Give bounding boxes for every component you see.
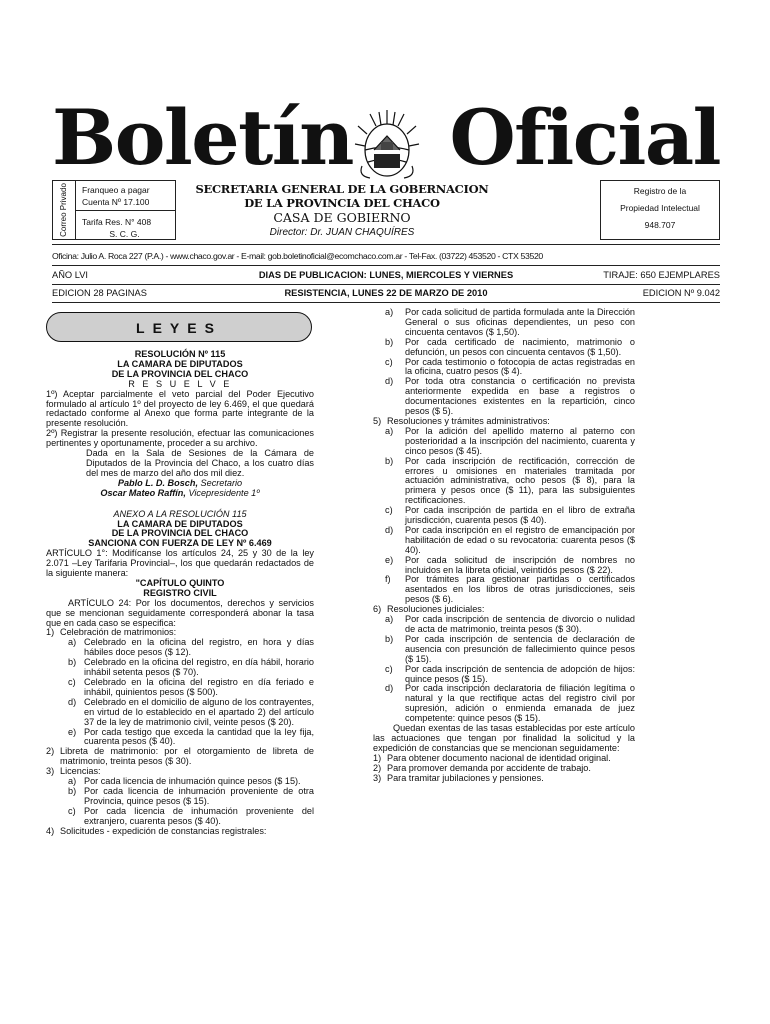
provincia-heading: DE LA PROVINCIA DEL CHACO xyxy=(111,368,249,379)
info-bar xyxy=(52,180,720,242)
left-list-item xyxy=(46,827,314,837)
registro-number: 948.707 xyxy=(644,220,676,230)
signature-1-name: Pablo L. D. Bosch, xyxy=(117,477,198,488)
right-list-item xyxy=(373,506,635,526)
item-marker: e) xyxy=(385,554,394,565)
item-text: Celebrado en la oficina del registro en día feriado e inhábil, quinientos pesos ($ 500). xyxy=(84,677,314,697)
casa-line: CASA DE GOBIERNO xyxy=(273,210,411,225)
item-text: Por cada certificado de nacimiento, matrimonio o defunción, un pesos con cincuenta centavos ($ 1,50). xyxy=(405,336,635,357)
item-marker: 1) xyxy=(373,752,382,763)
item-marker: d) xyxy=(68,696,77,707)
title-left: Boletín xyxy=(52,93,353,182)
registro-civil-heading: REGISTRO CIVIL xyxy=(143,587,217,598)
item-marker: a) xyxy=(385,614,394,625)
articulo-1-text: ARTÍCULO 1°: Modifícanse los artículos 24, 25 y 30 de la ley 2.071 –Ley Tarifaria Provincial–, los que quedarán redactados de la siguiente manera: xyxy=(46,548,314,579)
right-list-item xyxy=(373,427,635,457)
right-list-item xyxy=(373,377,635,417)
right-list-item xyxy=(373,635,635,665)
right-list-item xyxy=(373,575,635,605)
anexo-heading: ANEXO A LA RESOLUCIÓN 115 xyxy=(113,508,247,519)
item-marker: 3) xyxy=(46,766,55,777)
print-run: TIRAJE: 650 EJEMPLARES xyxy=(603,270,720,280)
item-text: Por toda otra constancia o certificación no prevista anteriormente expedida en base a registros o documentaciones existentes en la repartición, cinco pesos ($ 5). xyxy=(405,376,635,417)
right-list-item xyxy=(373,338,635,358)
item-text: Para promover demanda por accidente de trabajo. xyxy=(387,762,591,773)
signature-2-role: Vicepresidente 1º xyxy=(188,487,260,498)
right-item-list xyxy=(373,308,635,724)
signature-2-name: Oscar Mateo Raffín, xyxy=(100,487,186,498)
item-text: Para obtener documento nacional de identidad original. xyxy=(387,752,611,763)
left-list-item xyxy=(46,787,314,807)
item-marker: d) xyxy=(385,524,394,535)
item-marker: a) xyxy=(385,307,394,317)
item-marker: b) xyxy=(385,455,394,466)
propiedad-line: Propiedad Intelectual xyxy=(620,203,700,213)
item-text: Por cada inscripción en el registro de emancipación por habilitación de edad o su revocatoria: cuarenta pesos ($ 40). xyxy=(405,524,635,555)
item-marker: a) xyxy=(385,425,394,436)
right-list-item xyxy=(373,457,635,507)
item-marker: f) xyxy=(385,574,391,585)
item-text: Por cada testimonio o fotocopia de actas registradas en la oficina, cuatro pesos ($ 4). xyxy=(405,356,635,377)
item-marker: b) xyxy=(385,633,394,644)
tarifa-box xyxy=(75,211,175,239)
left-list-item xyxy=(46,638,314,658)
meta-row-1 xyxy=(52,265,720,285)
page-count: EDICION 28 PAGINAS xyxy=(52,288,147,298)
right-list-item xyxy=(373,556,635,576)
item-text: Licencias: xyxy=(60,766,101,777)
city-label: RESISTENCIA, xyxy=(284,288,350,298)
item-marker: 2) xyxy=(373,762,382,773)
item-text: Por la adición del apellido materno al paterno con posterioridad a la inscripción del nacimiento, cuarenta y cinco pesos ($ 45). xyxy=(405,425,635,456)
item-text: Por cada inscripción declaratoria de filiación legítima o natural y la que rectifique actas del registro civil por supresión, adición o enmienda emanada de juez competente: quince pesos ($ 15). xyxy=(405,683,635,724)
item-marker: b) xyxy=(385,336,394,347)
left-list-item xyxy=(46,658,314,678)
left-list-item xyxy=(46,678,314,698)
item-text: Celebrado en la oficina del registro, en día hábil, horario inhábil setenta pesos ($ 70). xyxy=(84,657,314,678)
right-list-item xyxy=(373,526,635,556)
item-text: Resoluciones judiciales: xyxy=(387,604,485,615)
item-marker: c) xyxy=(68,677,76,687)
postage-box xyxy=(52,180,176,240)
contact-line: Oficina: Julio A. Roca 227 (P.A.) - www.chaco.gov.ar - E-mail: gob.boletinoficial@ecomchaco.com.ar - Tel-Fax. (03722) 453520 - CTX 53520 xyxy=(52,244,720,263)
final-item-list xyxy=(373,754,635,784)
item-text: Por cada testigo que exceda la cantidad que la ley fija, cuarenta pesos ($ 40). xyxy=(84,726,314,747)
left-list-item xyxy=(46,698,314,728)
tarifa-text: Tarifa Res. N° 408 xyxy=(82,217,152,227)
camara-heading: LA CAMARA DE DIPUTADOS xyxy=(117,358,243,369)
signature-1-role: Secretario xyxy=(200,477,243,488)
year-label: AÑO LVI xyxy=(52,270,88,280)
item-marker: b) xyxy=(68,785,77,796)
item-marker: e) xyxy=(68,726,77,737)
item-text: Por cada inscripción de sentencia de divorcio o nulidad de acta de matrimonio, treinta pesos ($ 30). xyxy=(405,614,635,634)
franqueo-text: Franqueo a pagar xyxy=(82,185,150,195)
left-list-item xyxy=(46,747,314,767)
publication-days: DIAS DE PUBLICACION: LUNES, MIERCOLES Y VIERNES xyxy=(258,270,514,280)
articulo-24-text: ARTÍCULO 24: Por los documentos, derechos y servicios que se mencionan seguidamente corresponderá abonar la tasa que en cada caso se especifica: xyxy=(46,597,314,628)
item-text: Por cada inscripción de sentencia de adopción de hijos: quince pesos ($ 15). xyxy=(405,663,635,684)
dada-paragraph: Dada en la Sala de Sesiones de la Cámara de Diputados de la Provincia del Chaco, a los cuatro días del mes de marzo del año dos mil diez. xyxy=(86,448,314,478)
masthead xyxy=(52,92,720,184)
item-text: Por trámites para gestionar partidas o certificados asentados en los libros de otras jurisdicciones, seis pesos ($ 6). xyxy=(405,574,635,605)
item-marker: a) xyxy=(68,776,77,787)
issue-date: LUNES 22 DE MARZO DE 2010 xyxy=(352,288,488,298)
edition-number: EDICION Nº 9.042 xyxy=(642,288,720,298)
item-marker: 3) xyxy=(373,772,382,783)
item-marker: d) xyxy=(385,683,394,694)
item-text: Por cada inscripción de partida en el libro de extraña jurisdicción, cuarenta pesos ($ 40). xyxy=(405,505,635,526)
scg-text: S. C. G. xyxy=(109,229,140,239)
article-1-text: 1º) Aceptar parcialmente el veto parcial del Poder Ejecutivo formulado al artículo 1º del proyecto de ley 6.469, el que quedará redactado conforme al Anexo que forma parte integrante de la presente resolución. xyxy=(46,388,314,429)
item-text: Celebrado en la oficina del registro, en hora y días hábiles doce pesos ($ 12). xyxy=(84,637,314,658)
item-marker: 4) xyxy=(46,825,55,836)
item-text: Resoluciones y trámites administrativos: xyxy=(387,415,550,426)
item-text: Por cada licencia de inhumación proveniente del extranjero, cuarenta pesos ($ 40). xyxy=(84,805,314,826)
resolution-title: RESOLUCIÓN Nº 115 xyxy=(134,349,226,359)
item-marker: c) xyxy=(385,356,393,367)
registro-box xyxy=(600,180,720,240)
item-text: Por cada solicitud de partida formulada ante la Dirección General o sus oficinas dependientes, un peso con cincuenta centavos ($ 1,50). xyxy=(405,307,635,337)
item-text: Por cada solicitud de inscripción de nombres no incluidos en la libreta oficial, veintidós pesos ($ 22). xyxy=(405,554,635,575)
item-marker: 2) xyxy=(46,746,55,757)
item-text: Celebración de matrimonios: xyxy=(60,627,177,638)
right-list-item xyxy=(373,615,635,635)
item-text: Por cada licencia de inhumación quince pesos ($ 15). xyxy=(84,776,301,787)
anexo-camara: LA CAMARA DE DIPUTADOS xyxy=(117,518,243,529)
item-marker: c) xyxy=(385,663,393,674)
right-list-item xyxy=(373,684,635,724)
cuenta-text: Cuenta Nº 17.100 xyxy=(82,197,150,207)
item-text: Solicitudes - expedición de constancias registrales: xyxy=(60,825,267,836)
sanciona-heading: SANCIONA CON FUERZA DE LEY Nº 6.469 xyxy=(88,538,272,549)
item-text: Por cada inscripción de rectificación, corrección de errores u omisiones en materiales tramitada por actuación administrativa, ocho pesos ($ 8), para la primera y pesos once ($ 11), para las subsiguientes rectificaciones. xyxy=(405,455,635,506)
registro-line: Registro de la xyxy=(633,186,687,196)
provincial-seal-icon xyxy=(354,106,420,182)
item-marker: b) xyxy=(68,657,77,668)
capitulo-heading: "CAPÍTULO QUINTO xyxy=(135,577,225,588)
secretaria-line: SECRETARIA GENERAL DE LA GOBERNACION xyxy=(195,182,489,196)
item-marker: c) xyxy=(385,505,393,516)
correo-label: Correo Privado xyxy=(59,183,68,237)
right-list-item xyxy=(373,308,635,338)
right-list-item xyxy=(373,665,635,685)
item-text: Por cada licencia de inhumación proveniente de otra Provincia, quince pesos ($ 15). xyxy=(84,785,314,806)
date-line xyxy=(52,284,720,302)
resuelve-heading: R E S U E L V E xyxy=(128,378,232,389)
right-list-item xyxy=(373,358,635,378)
provincia-line: DE LA PROVINCIA DEL CHACO xyxy=(244,196,440,210)
item-marker: c) xyxy=(68,805,76,816)
section-banner-leyes: LEYES xyxy=(46,312,312,342)
franqueo-box xyxy=(75,181,175,211)
left-list-item xyxy=(46,807,314,827)
exemption-item xyxy=(373,774,635,784)
item-text: Libreta de matrimonio: por el otorgamiento de libreta de matrimonio, treinta pesos ($ 30). xyxy=(60,746,314,767)
item-text: Para tramitar jubilaciones y pensiones. xyxy=(387,772,544,783)
correo-label-box xyxy=(55,185,73,235)
title-right: Oficial xyxy=(449,93,720,182)
meta-row-2 xyxy=(52,284,720,303)
item-text: Por cada inscripción de sentencia de declaración de ausencia con presunción de fallecimiento quince pesos ($ 15). xyxy=(405,633,635,664)
right-column xyxy=(373,308,635,784)
item-text: Celebrado en el domicilio de alguno de los contrayentes, en virtud de lo establecido en el apartado 2) del artículo 37 de la ley de matrimonio civil, veinte pesos ($ 20). xyxy=(84,696,314,727)
left-column xyxy=(46,308,314,837)
item-marker: 1) xyxy=(46,627,55,638)
item-marker: a) xyxy=(68,637,77,648)
anexo-provincia: DE LA PROVINCIA DEL CHACO xyxy=(111,528,249,539)
publisher-header xyxy=(192,182,492,240)
exentas-paragraph: Quedan exentas de las tasas establecidas por este artículo las actuaciones que tengan por finalidad la solicitud y la expedición de constancias que se mencionan seguidamente: xyxy=(373,723,635,753)
director-line: Director: Dr. JUAN CHAQUÍRES xyxy=(269,227,415,238)
item-marker: 6) xyxy=(373,604,382,615)
item-marker: 5) xyxy=(373,415,382,426)
left-list-item xyxy=(46,728,314,748)
signature-2 xyxy=(46,489,314,499)
left-item-list xyxy=(46,628,314,836)
article-2-text: 2º) Registrar la presente resolución, efectuar las comunicaciones pertinentes y oportunamente, proceder a su archivo. xyxy=(46,428,314,449)
item-marker: d) xyxy=(385,376,394,387)
